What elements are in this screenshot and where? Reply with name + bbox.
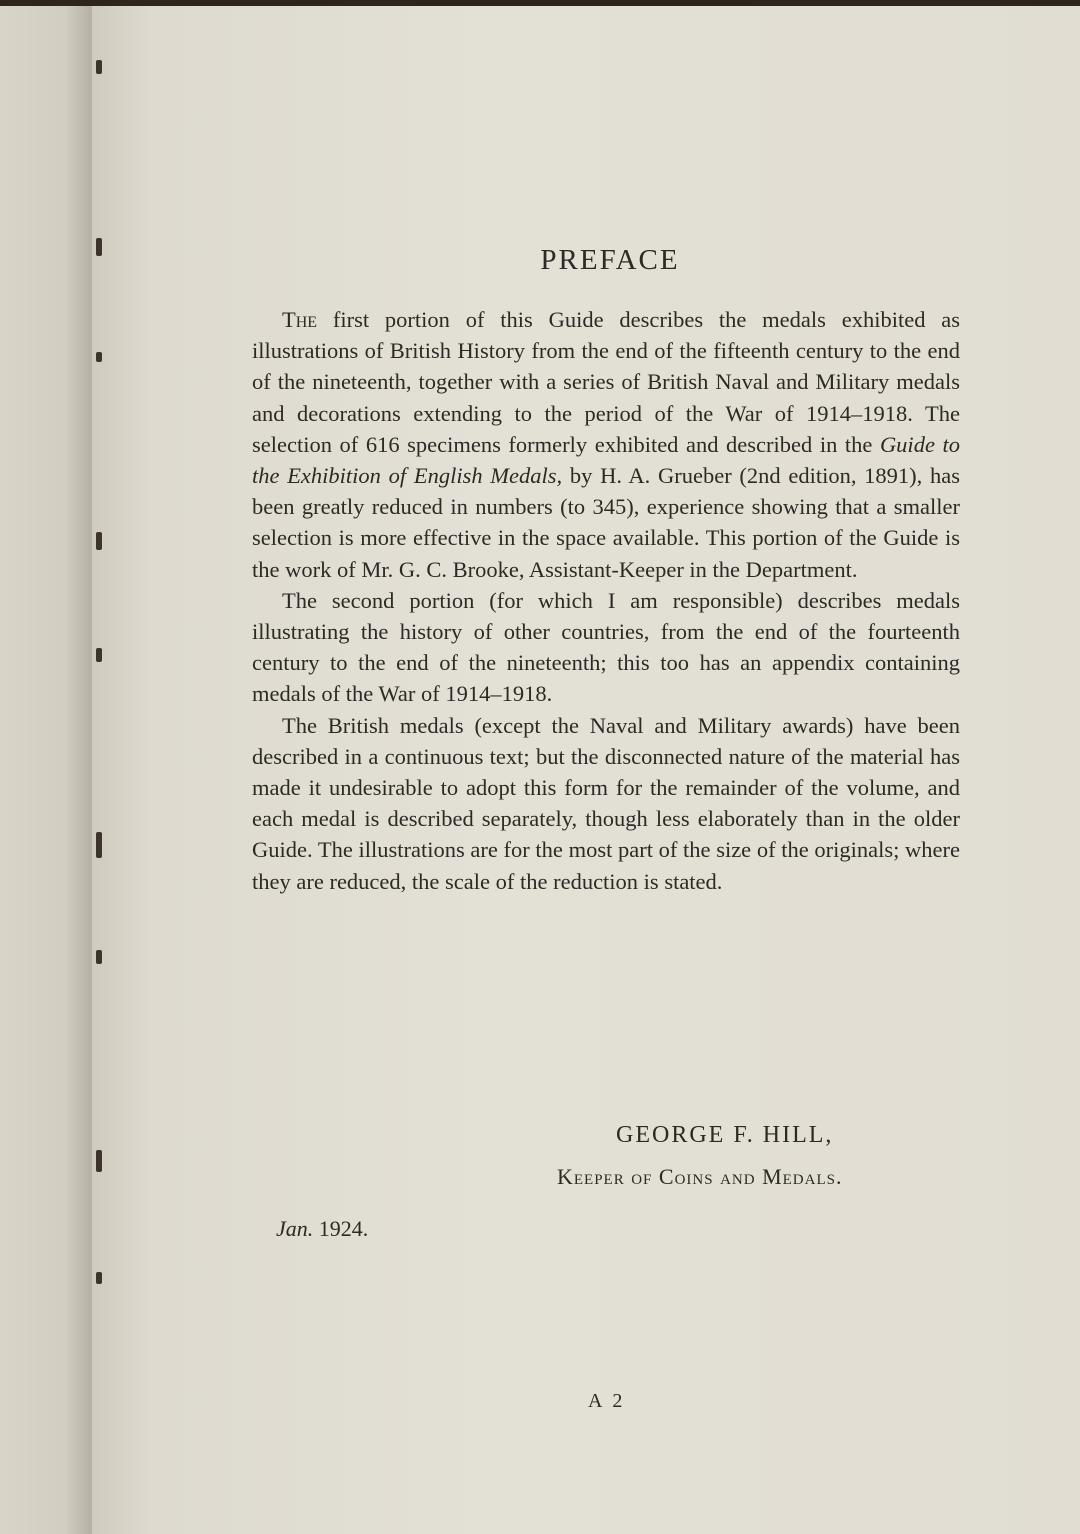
paragraph-2: The second portion (for which I am responsible) describes medals illustrating the history of other countries, from the end of the fourteenth century to the end of the nineteenth; this too has an appendix containing medals of the War of 1914–1918. xyxy=(252,587,960,707)
page-title: PREFACE xyxy=(540,244,680,276)
spine-stitch xyxy=(96,532,102,550)
drop-lead-word: The xyxy=(282,307,318,332)
printer-signature-mark: A 2 xyxy=(588,1390,626,1412)
signature-office: Keeper of Coins and Medals. xyxy=(557,1164,843,1189)
facing-page-edge xyxy=(0,0,92,1534)
spine-stitch xyxy=(96,832,102,858)
preface-date xyxy=(276,1216,368,1242)
date-month: Jan. xyxy=(276,1216,314,1241)
spine-stitch xyxy=(96,352,102,362)
paragraph-1-text-a: first portion of this Guide describes the medals exhibited as illustrations of British History from the end of the fifteenth century to the end of the nineteenth, together with a series of British Naval and Military medals and decorations extending to the period of the War of 1914–1918. The selection of 616 specimens formerly exhibited and described in the xyxy=(252,307,960,457)
signature-name: GEORGE F. HILL, xyxy=(616,1122,834,1148)
paragraph-1 xyxy=(252,304,960,585)
date-year: 1924. xyxy=(313,1216,369,1241)
guide-title-italic: Guide to the Exhibition of English Medals, xyxy=(252,431,960,489)
spine-stitch xyxy=(96,648,102,662)
spine-stitch xyxy=(96,60,102,74)
paragraph-3: The British medals (except the Naval and Military awards) have been described in a continuous text; but the disconnected nature of the material has made it undesirable to adopt this form for the remainder of the volume, and each medal is described separately, though less elaborately than in the older Guide. The illustrations are for the most part of the size of the originals; where they are reduced, the scale of the reduction is stated. xyxy=(252,712,960,894)
book-cover-edge xyxy=(0,0,1080,6)
spine-stitch xyxy=(96,238,102,256)
spine-stitch xyxy=(96,1150,102,1172)
spine-stitch xyxy=(96,950,102,964)
spine-stitch xyxy=(96,1272,102,1284)
paragraph-1-text-b: by H. A. Grueber (2nd edition, 1891), has been greatly reduced in numbers (to 345), experience showing that a smaller selection is more effective in the space available. This portion of the Guide is the work of Mr. G. C. Brooke, Assistant-Keeper in the Department. xyxy=(252,463,960,582)
preface-body xyxy=(252,304,960,897)
